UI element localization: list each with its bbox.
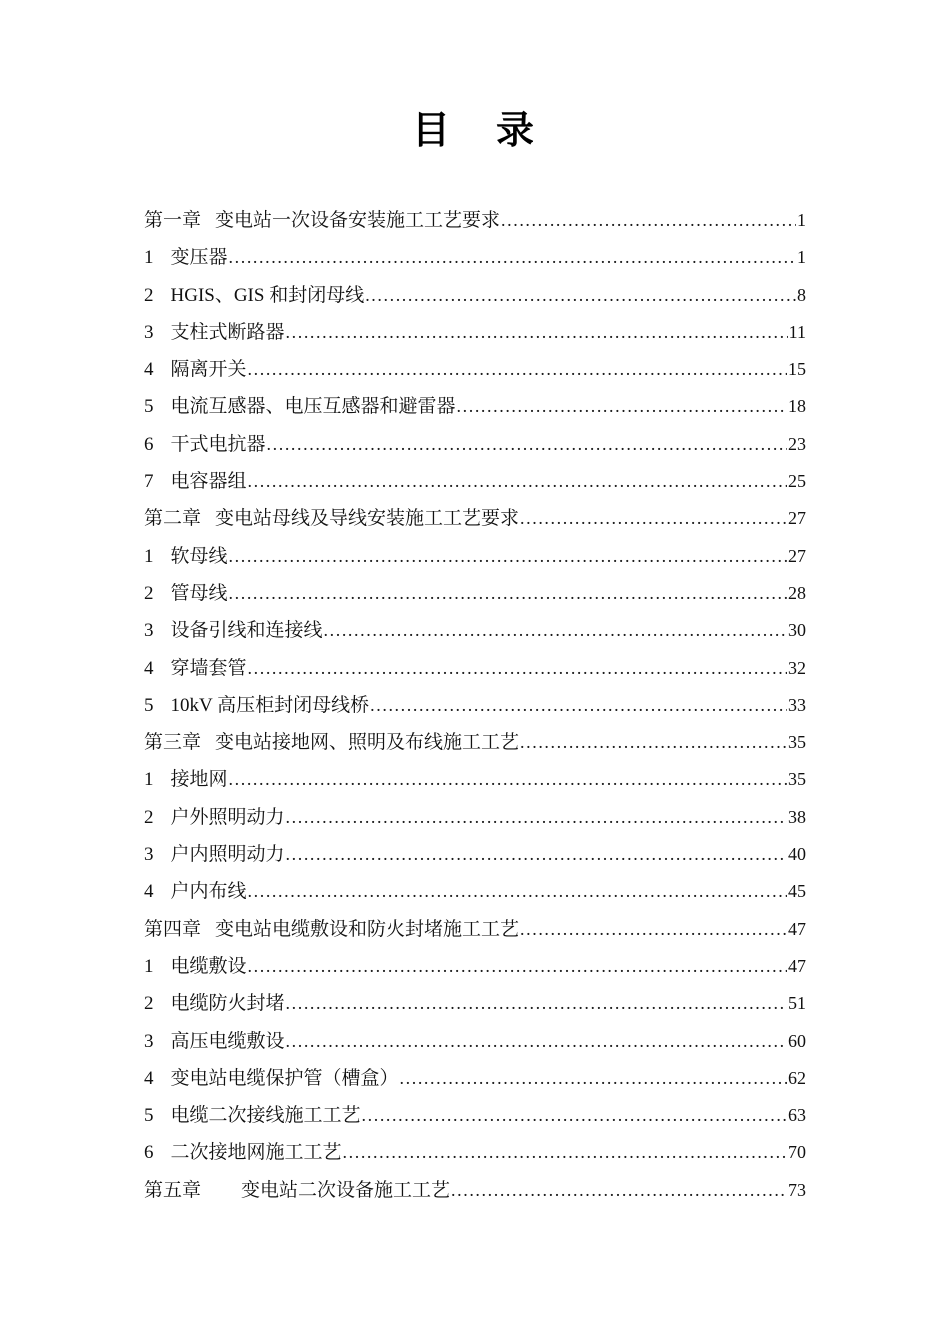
toc-entry-title: 管母线 [170, 582, 228, 604]
toc-entry-number: 7 [144, 471, 154, 493]
toc-entry-page: 51 [788, 993, 806, 1014]
toc-entry-number: 4 [144, 657, 154, 679]
toc-entry-number: 1 [144, 955, 154, 977]
toc-dot-leader [365, 283, 796, 308]
toc-entry-title: 变电站电缆敷设和防火封堵施工工艺 [215, 918, 520, 940]
toc-entry-number: 2 [144, 582, 154, 604]
toc-entry-page: 27 [788, 545, 806, 566]
toc-list [0, 202, 950, 1209]
toc-entry-number: 2 [144, 993, 154, 1015]
toc-entry-page: 35 [788, 732, 806, 753]
toc-entry-title: 户内照明动力 [170, 844, 285, 866]
toc-entry-title: 变电站二次设备施工工艺 [241, 1179, 451, 1201]
toc-entry-title: 电缆防火封堵 [170, 993, 285, 1015]
toc-dot-leader [248, 879, 787, 904]
toc-entry-number: 4 [144, 1067, 154, 1089]
toc-entry-page: 60 [788, 1030, 806, 1051]
toc-dot-leader [286, 991, 787, 1016]
toc-entry[interactable] [144, 687, 806, 724]
toc-entry-title: 隔离开关 [170, 359, 247, 381]
toc-entry-number: 3 [144, 844, 154, 866]
toc-entry-number: 6 [144, 433, 154, 455]
toc-entry-title: 变电站电缆保护管（槽盒） [170, 1067, 399, 1089]
toc-entry-number: 3 [144, 1030, 154, 1052]
toc-entry-title: 电流互感器、电压互感器和避雷器 [170, 396, 456, 418]
toc-entry-number: 3 [144, 321, 154, 343]
toc-dot-leader [286, 1029, 787, 1054]
toc-entry-page: 18 [788, 396, 806, 417]
toc-entry[interactable] [144, 761, 806, 798]
toc-entry-page: 47 [788, 918, 806, 939]
toc-dot-leader [400, 1066, 787, 1091]
toc-dot-leader [324, 618, 787, 643]
toc-entry-title: 电缆二次接线施工工艺 [170, 1105, 361, 1127]
toc-entry-page: 27 [788, 508, 806, 529]
toc-dot-leader [457, 394, 787, 419]
toc-entry-title: 变压器 [170, 247, 228, 269]
toc-entry-number: 第五章 [144, 1179, 202, 1201]
toc-entry-number: 3 [144, 620, 154, 642]
toc-entry[interactable] [144, 202, 806, 239]
toc-dot-leader [370, 693, 787, 718]
toc-entry-page: 1 [797, 210, 806, 230]
toc-entry-page: 30 [788, 620, 806, 641]
toc-dot-leader [267, 432, 787, 457]
toc-entry-number: 1 [144, 545, 154, 567]
toc-dot-leader [286, 320, 788, 345]
toc-entry[interactable] [144, 612, 806, 649]
toc-entry[interactable] [144, 426, 806, 463]
toc-entry[interactable] [144, 1060, 806, 1097]
toc-entry-page: 40 [788, 844, 806, 865]
toc-entry[interactable] [144, 836, 806, 873]
toc-entry-title: 户内布线 [170, 881, 247, 903]
toc-entry-number: 4 [144, 359, 154, 381]
toc-entry-page: 45 [788, 881, 806, 902]
toc-entry-page: 28 [788, 582, 806, 603]
toc-entry-number: 5 [144, 396, 154, 418]
toc-entry-page: 32 [788, 657, 806, 678]
toc-entry-page: 62 [788, 1067, 806, 1088]
toc-entry-page: 8 [797, 284, 806, 305]
toc-entry[interactable] [144, 911, 806, 948]
toc-dot-leader [286, 842, 787, 867]
toc-entry-number: 第二章 [144, 508, 202, 530]
toc-entry[interactable] [144, 724, 806, 761]
toc-dot-leader [286, 805, 787, 830]
toc-entry-title: 高压电缆敷设 [170, 1030, 285, 1052]
toc-entry-page: 73 [788, 1179, 806, 1200]
toc-entry-page: 38 [788, 806, 806, 827]
toc-entry-title: 穿墙套管 [170, 657, 247, 679]
toc-entry-number: 1 [144, 769, 154, 791]
toc-dot-leader [343, 1140, 787, 1165]
toc-entry[interactable] [144, 1172, 806, 1209]
toc-entry-title: 软母线 [170, 545, 228, 567]
toc-entry-page: 47 [788, 955, 806, 976]
toc-entry[interactable] [144, 985, 806, 1022]
toc-dot-leader [520, 506, 787, 531]
toc-dot-leader [229, 245, 796, 270]
toc-entry[interactable] [144, 314, 806, 351]
toc-entry-page: 11 [788, 321, 806, 342]
toc-entry-title: 二次接地网施工工艺 [170, 1142, 342, 1164]
toc-entry-title: 变电站一次设备安装施工工艺要求 [215, 210, 501, 231]
toc-entry-number: 4 [144, 881, 154, 903]
toc-entry[interactable] [144, 351, 806, 388]
toc-dot-leader [248, 357, 787, 382]
toc-entry-number: 5 [144, 694, 154, 716]
toc-entry-page: 1 [797, 247, 806, 268]
toc-entry-number: 2 [144, 806, 154, 828]
toc-entry-title: 支柱式断路器 [170, 321, 285, 343]
toc-entry[interactable] [144, 575, 806, 612]
toc-entry[interactable] [144, 650, 806, 687]
toc-entry[interactable] [144, 463, 806, 500]
toc-dot-leader [362, 1103, 787, 1128]
toc-entry[interactable] [144, 873, 806, 910]
toc-entry-title: 变电站接地网、照明及布线施工工艺 [215, 732, 520, 754]
toc-entry[interactable] [144, 1023, 806, 1060]
toc-entry-title: 户外照明动力 [170, 806, 285, 828]
toc-entry-number: 2 [144, 284, 154, 306]
toc-dot-leader [229, 544, 787, 569]
toc-entry-number: 6 [144, 1142, 154, 1164]
toc-entry-number: 第三章 [144, 732, 202, 754]
toc-entry[interactable] [144, 1134, 806, 1171]
toc-entry-title: 电容器组 [170, 471, 247, 493]
toc-entry-page: 23 [788, 433, 806, 454]
toc-dot-leader [451, 1178, 787, 1203]
toc-entry[interactable] [144, 538, 806, 575]
toc-entry[interactable] [144, 500, 806, 537]
toc-dot-leader [229, 581, 787, 606]
toc-entry[interactable] [144, 948, 806, 985]
toc-dot-leader [520, 917, 787, 942]
toc-entry-page: 33 [788, 694, 806, 715]
toc-entry-title: 变电站母线及导线安装施工工艺要求 [215, 508, 520, 530]
toc-entry-number: 第一章 [144, 210, 202, 231]
toc-entry[interactable] [144, 799, 806, 836]
toc-dot-leader [501, 208, 796, 233]
toc-entry-page: 15 [788, 359, 806, 380]
toc-entry-title: 干式电抗器 [170, 433, 266, 455]
toc-entry[interactable] [144, 1097, 806, 1134]
toc-entry-page: 70 [788, 1142, 806, 1163]
toc-entry-number: 5 [144, 1105, 154, 1127]
toc-entry[interactable] [144, 388, 806, 425]
toc-entry-title: 10kV 高压柜封闭母线桥 [170, 694, 370, 716]
toc-entry-title: HGIS、GIS 和封闭母线 [170, 284, 365, 306]
toc-entry-page: 35 [788, 769, 806, 790]
toc-title: 目 录 [411, 110, 538, 152]
toc-entry[interactable] [144, 277, 806, 314]
toc-dot-leader [229, 767, 787, 792]
toc-entry-number: 第四章 [144, 918, 202, 940]
toc-entry-title: 设备引线和连接线 [170, 620, 323, 642]
toc-entry-number: 1 [144, 247, 154, 269]
toc-dot-leader [248, 469, 787, 494]
toc-entry[interactable] [144, 239, 806, 276]
toc-dot-leader [248, 656, 787, 681]
toc-entry-title: 电缆敷设 [170, 955, 247, 977]
toc-entry-page: 25 [788, 471, 806, 492]
toc-entry-title: 接地网 [170, 769, 228, 791]
toc-entry-page: 63 [788, 1105, 806, 1126]
toc-dot-leader [520, 730, 787, 755]
toc-dot-leader [248, 954, 787, 979]
